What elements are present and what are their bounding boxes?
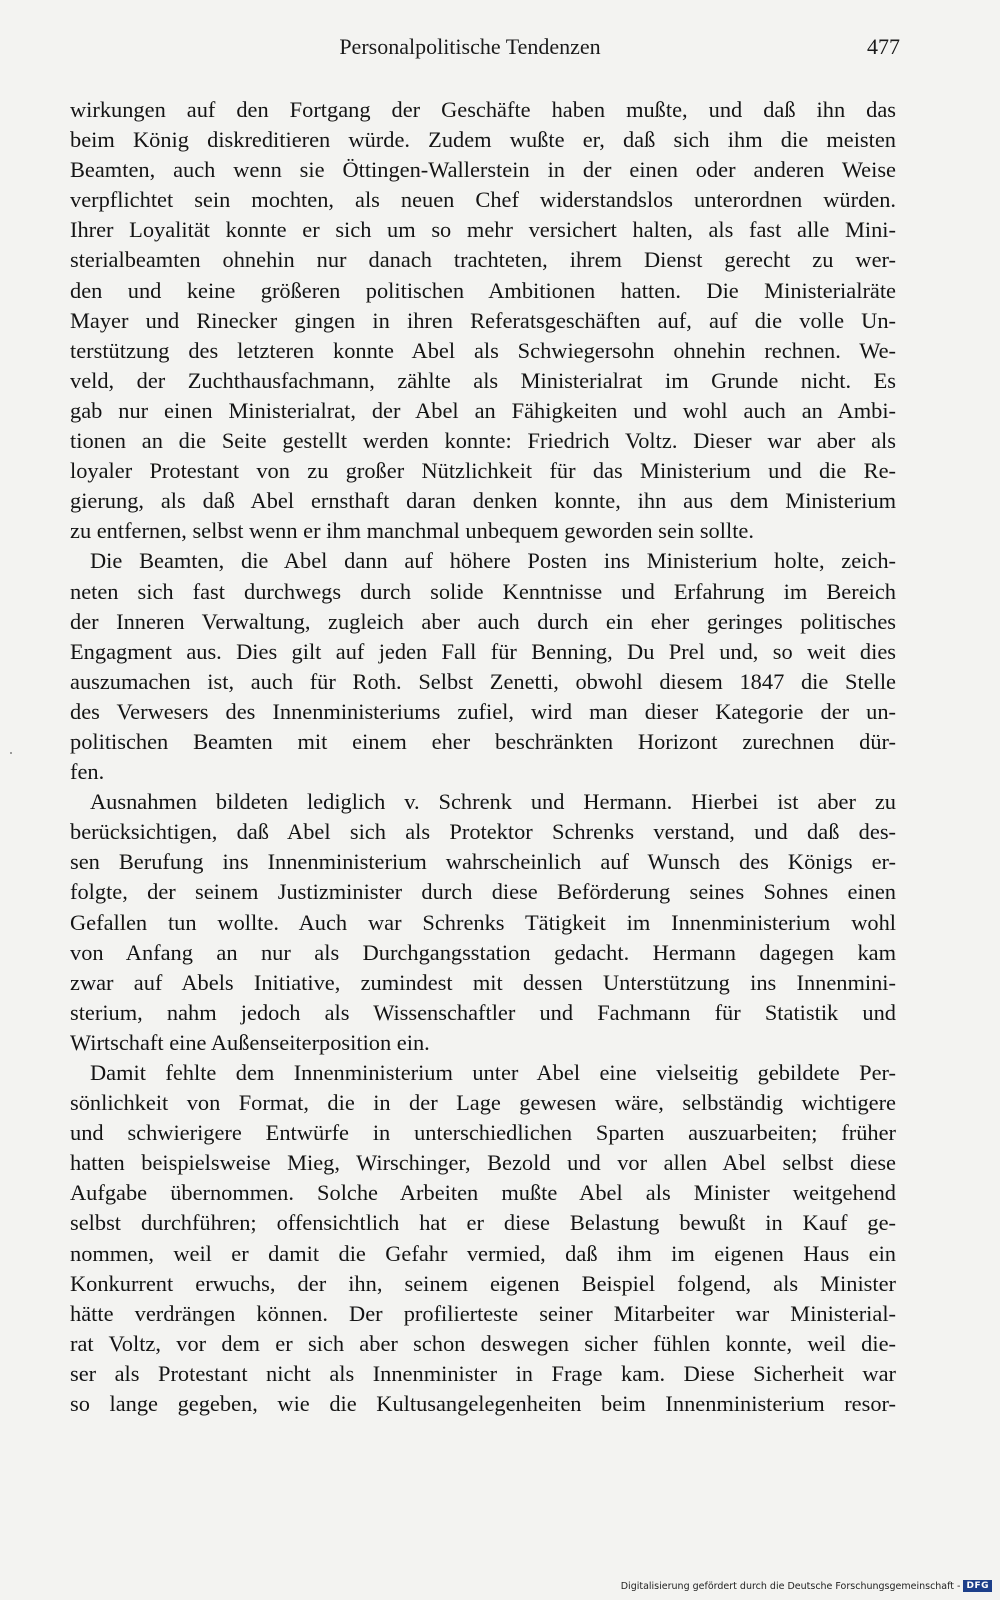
text-line: Aufgabe übernommen. Solche Arbeiten mußte Abel als Minister weitgehend: [70, 1180, 896, 1206]
text-line: sterialbeamten ohnehin nur danach trachteten, ihrem Dienst gerecht zu wer-: [70, 247, 896, 273]
text-line: verpflichtet sein mochten, als neuen Chef widerstandslos unterordnen würden.: [70, 187, 896, 213]
text-line: zwar auf Abels Initiative, zumindest mit dessen Unterstützung ins Innenmini-: [70, 969, 896, 995]
text-line: sen Berufung ins Innenministerium wahrscheinlich auf Wunsch des Königs er-: [70, 849, 896, 875]
text-line: rat Voltz, vor dem er sich aber schon deswegen sicher fühlen konnte, weil die-: [70, 1330, 896, 1356]
text-line: Gefallen tun wollte. Auch war Schrenks Tätigkeit im Innenministerium wohl: [70, 909, 896, 935]
text-line: berücksichtigen, daß Abel sich als Protektor Schrenks verstand, und daß des-: [70, 819, 896, 845]
text-line: nommen, weil er damit die Gefahr vermied, daß ihm im eigenen Haus ein: [70, 1240, 896, 1266]
page-number: 477: [867, 34, 900, 59]
body-text: [70, 95, 896, 1419]
running-head: [70, 34, 900, 66]
text-line: so lange gegeben, wie die Kultusangelegenheiten beim Innenministerium resor-: [70, 1391, 896, 1417]
text-line: sönlichkeit von Format, die in der Lage gewesen wäre, selbständig wichtigere: [70, 1090, 896, 1116]
text-line: Ausnahmen bildeten lediglich v. Schrenk und Hermann. Hierbei ist aber zu: [90, 789, 896, 815]
text-line: auszumachen ist, auch für Roth. Selbst Zenetti, obwohl diesem 1847 die Stelle: [70, 668, 896, 694]
text-line: Konkurrent erwuchs, der ihn, seinem eigenen Beispiel folgend, als Minister: [70, 1270, 896, 1296]
text-line: veld, der Zuchthausfachmann, zählte als Ministerialrat im Grunde nicht. Es: [70, 367, 896, 393]
text-line: neten sich fast durchwegs durch solide Kenntnisse und Erfahrung im Bereich: [70, 578, 896, 604]
dfg-logo: DFG: [963, 1580, 992, 1592]
text-line: politischen Beamten mit einem eher beschränkten Horizont zurechnen dür-: [70, 728, 896, 754]
text-line: gierung, als daß Abel ernsthaft daran denken konnte, ihn aus dem Ministerium: [70, 488, 896, 514]
text-line: fen.: [70, 759, 105, 785]
digitization-credit: [621, 1580, 992, 1592]
text-line: sterium, nahm jedoch als Wissenschaftler und Fachmann für Statistik und: [70, 999, 896, 1025]
text-line: von Anfang an nur als Durchgangsstation gedacht. Hermann dagegen kam: [70, 939, 896, 965]
text-line: selbst durchführen; offensichtlich hat er diese Belastung bewußt in Kauf ge-: [70, 1210, 896, 1236]
text-line: hätte verdrängen können. Der profilierteste seiner Mitarbeiter war Ministerial-: [70, 1300, 896, 1326]
text-line: folgte, der seinem Justizminister durch diese Beförderung seines Sohnes einen: [70, 879, 896, 905]
text-line: terstützung des letzteren konnte Abel als Schwiegersohn ohnehin rechnen. We-: [70, 337, 896, 363]
text-line: Damit fehlte dem Innenministerium unter Abel eine vielseitig gebildete Per-: [90, 1060, 896, 1085]
running-title: Personalpolitische Tendenzen: [339, 34, 601, 59]
text-line: loyaler Protestant von zu großer Nützlichkeit für das Ministerium und die Re-: [70, 458, 896, 484]
text-line: Mayer und Rinecker gingen in ihren Referatsgeschäften auf, auf die volle Un-: [70, 307, 896, 333]
text-line: beim König diskreditieren würde. Zudem wußte er, daß sich ihm die meisten: [70, 127, 896, 153]
credit-text: Digitalisierung gefördert durch die Deutsche Forschungsgemeinschaft -: [620, 1580, 961, 1592]
text-line: gab nur einen Ministerialrat, der Abel an Fähigkeiten und wohl auch an Ambi-: [70, 397, 896, 423]
text-line: des Verwesers des Innenministeriums zufiel, wird man dieser Kategorie der un-: [70, 698, 896, 724]
text-line: Die Beamten, die Abel dann auf höhere Posten ins Ministerium holte, zeich-: [90, 548, 896, 574]
text-line: wirkungen auf den Fortgang der Geschäfte haben mußte, und daß ihn das: [70, 97, 896, 122]
text-line: hatten beispielsweise Mieg, Wirschinger, Bezold und vor allen Abel selbst diese: [70, 1150, 896, 1176]
scan-dust-mark: [10, 752, 12, 754]
text-line: der Inneren Verwaltung, zugleich aber auch durch ein eher geringes politisches: [70, 608, 896, 634]
text-line: zu entfernen, selbst wenn er ihm manchmal unbequem geworden sein sollte.: [70, 518, 754, 544]
text-line: ser als Protestant nicht als Innenminister in Frage kam. Diese Sicherheit war: [70, 1360, 896, 1386]
text-line: tionen an die Seite gestellt werden konnte: Friedrich Voltz. Dieser war aber als: [70, 428, 896, 454]
text-line: Ihrer Loyalität konnte er sich um so mehr versichert halten, als fast alle Mini-: [70, 217, 896, 243]
text-line: Engagment aus. Dies gilt auf jeden Fall für Benning, Du Prel und, so weit dies: [70, 638, 896, 664]
text-line: Wirtschaft eine Außenseiterposition ein.: [70, 1029, 430, 1055]
text-line: Beamten, auch wenn sie Öttingen-Wallerstein in der einen oder anderen Weise: [70, 157, 896, 183]
text-line: den und keine größeren politischen Ambitionen hatten. Die Ministerialräte: [70, 277, 896, 303]
text-line: und schwierigere Entwürfe in unterschiedlichen Sparten auszuarbeiten; früher: [70, 1120, 896, 1146]
